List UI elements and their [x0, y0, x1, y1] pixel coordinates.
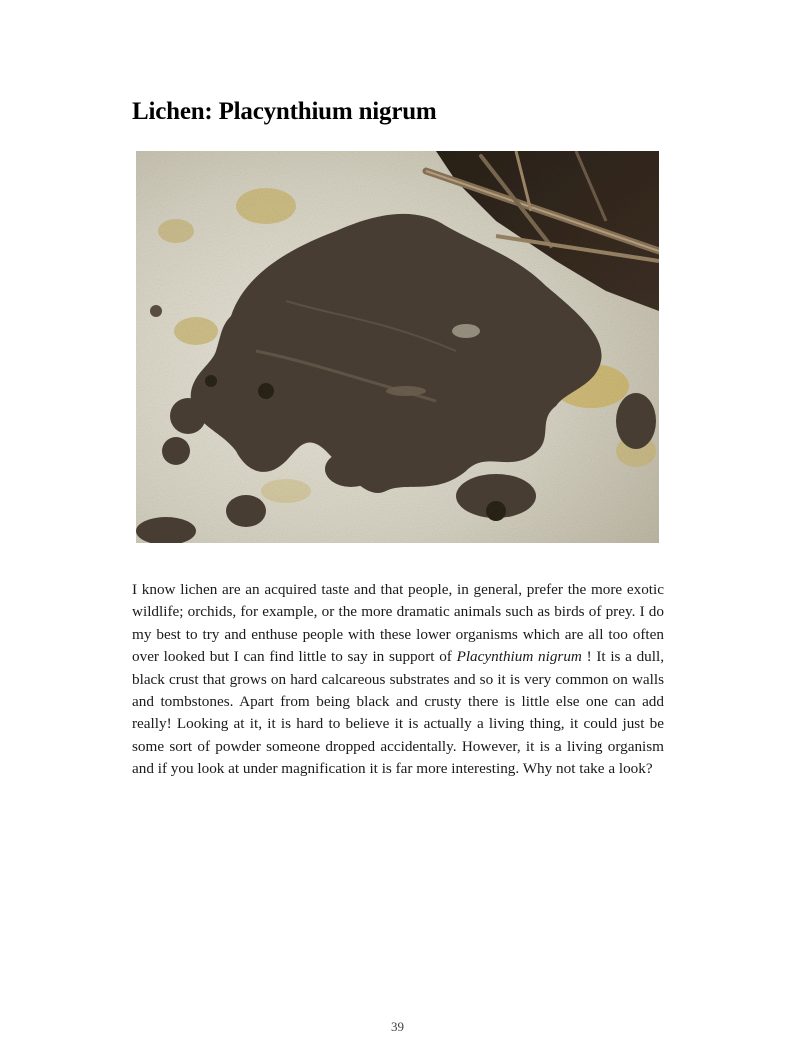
body-text-part: I know lichen are an acquired taste and that people, in general, prefer the more exotic wildlife; orchids, for example, or the more dramatic animals such as birds of prey. I do my best to try and enthuse people with these lower organisms which are all too often over looked but I can find little to say in support of: [132, 581, 664, 666]
body-text-part: ! It is a dull, black crust that grows on hard calcareous substrates and so it is very common on walls and tombstones. Apart from being black and crusty there is little else one can add really! Looking at it, it is hard to believe it is actually a living thing, it could just be some sort of powder someone dropped accidentally. However, it is a living organism and if you look at under magnification it is far more interesting. Why not take a look?: [132, 648, 664, 778]
page-number: 39: [391, 1019, 404, 1034]
body-paragraph: [132, 579, 664, 781]
species-name: Placynthium nigrum: [456, 648, 582, 666]
page-title: Lichen: Placynthium nigrum: [132, 98, 437, 125]
lichen-photo: [136, 151, 659, 543]
